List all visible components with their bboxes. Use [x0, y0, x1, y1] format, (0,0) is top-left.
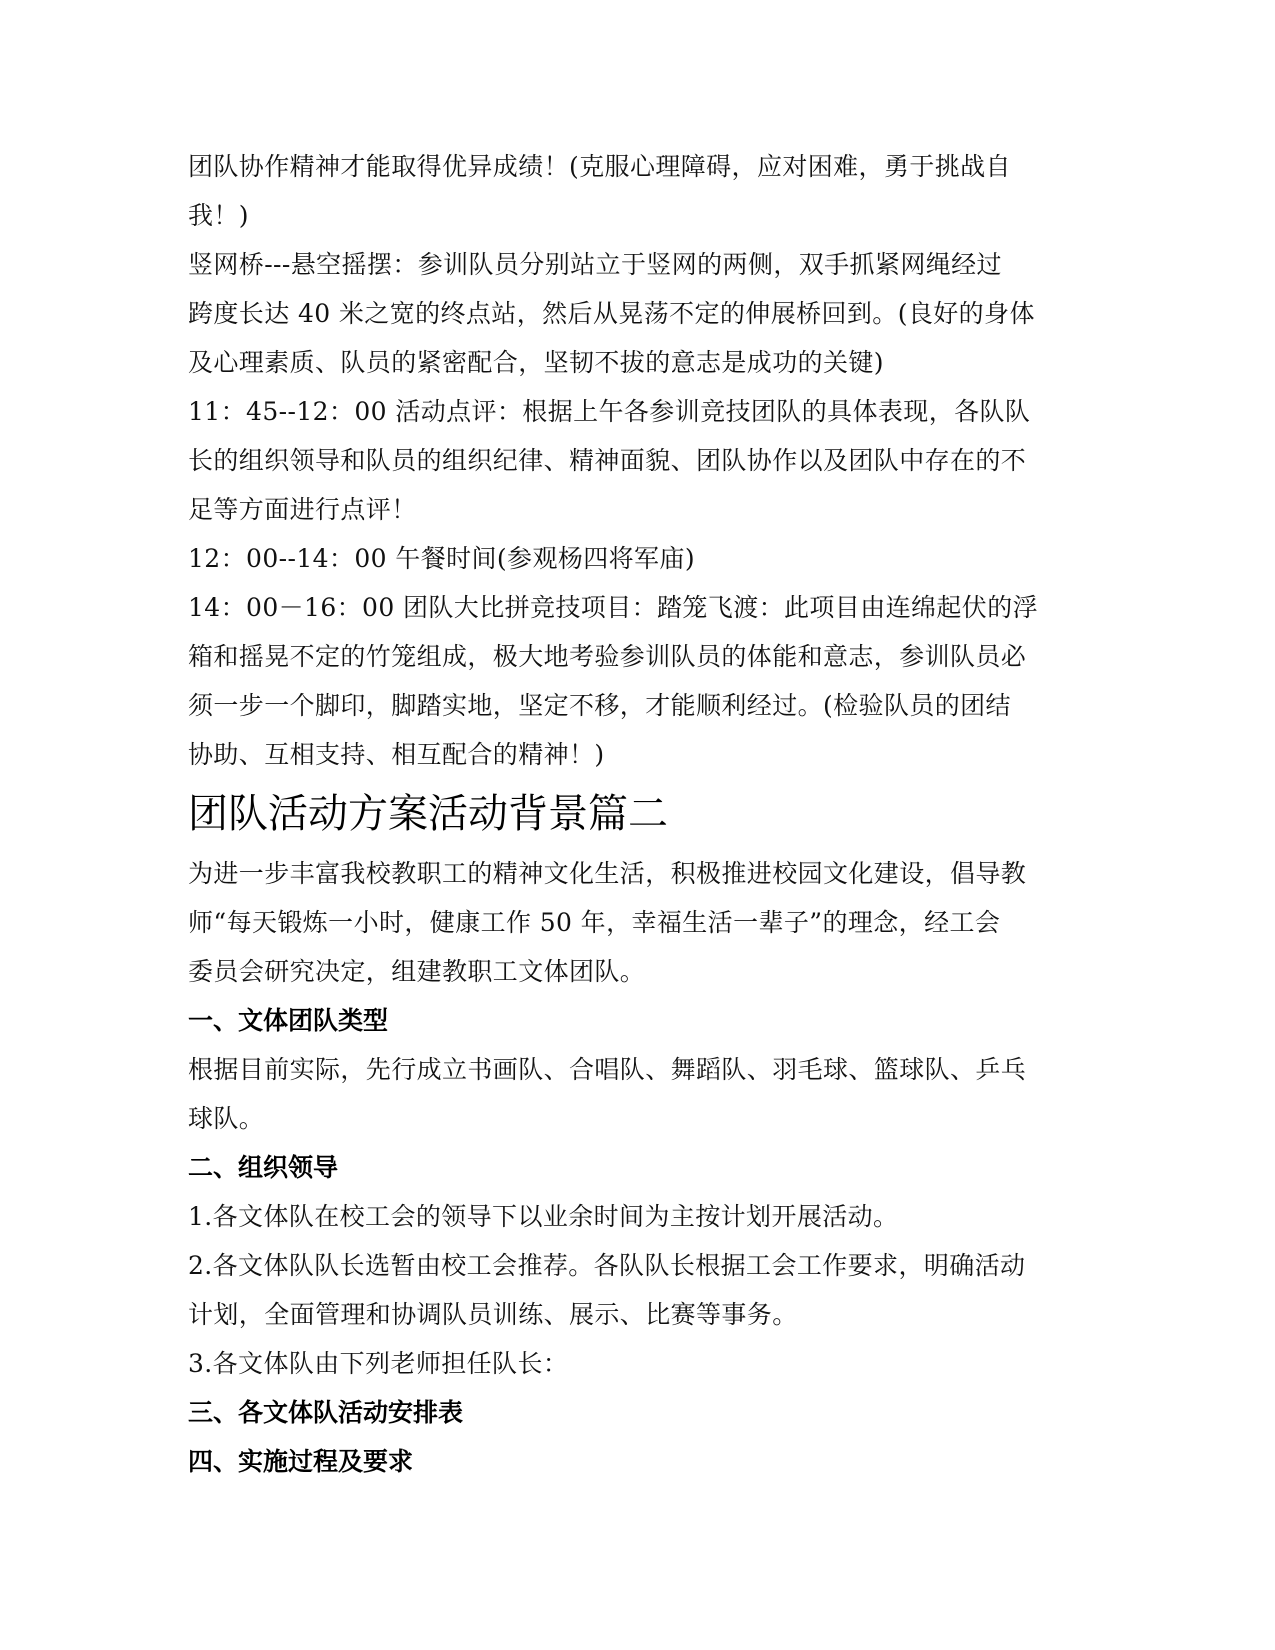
paragraph-line: 根据目前实际，先行成立书画队、合唱队、舞蹈队、羽毛球、篮球队、乒乓	[188, 1055, 1027, 1084]
subheading-schedule: 三、各文体队活动安排表	[188, 1398, 464, 1427]
paragraph-line: 团队协作精神才能取得优异成绩！(克服心理障碍，应对困难，勇于挑战自	[188, 152, 1011, 181]
paragraph-line: 箱和摇晃不定的竹笼组成，极大地考验参训队员的体能和意志，参训队员必	[188, 642, 1027, 671]
section-title: 团队活动方案活动背景篇二	[188, 791, 668, 837]
paragraph-line: 长的组织领导和队员的组织纪律、精神面貌、团队协作以及团队中存在的不	[188, 446, 1027, 475]
list-item: 2.各文体队队长选暂由校工会推荐。各队队长根据工会工作要求，明确活动	[188, 1251, 1026, 1280]
subheading-organization: 二、组织领导	[188, 1153, 339, 1182]
paragraph-line: 为进一步丰富我校教职工的精神文化生活，积极推进校园文化建设，倡导教	[188, 859, 1027, 888]
paragraph-line: 协助、互相支持、相互配合的精神！)	[188, 740, 605, 769]
paragraph-line: 我！)	[188, 201, 249, 230]
paragraph-line: 及心理素质、队员的紧密配合，坚韧不拔的意志是成功的关键)	[188, 348, 884, 377]
paragraph-line: 11：45--12：00 活动点评：根据上午各参训竞技团队的具体表现，各队队	[188, 397, 1031, 426]
paragraph-line: 足等方面进行点评！	[188, 495, 417, 524]
document-page	[188, 142, 1088, 1486]
list-item: 1.各文体队在校工会的领导下以业余时间为主按计划开展活动。	[188, 1202, 899, 1231]
paragraph-line: 师“每天锻炼一小时，健康工作 50 年，幸福生活一辈子”的理念，经工会	[188, 908, 1001, 937]
subheading-team-types: 一、文体团队类型	[188, 1006, 389, 1035]
paragraph-line: 12：00--14：00 午餐时间(参观杨四将军庙)	[188, 544, 695, 573]
paragraph-line: 14：00－16：00 团队大比拼竞技项目：踏笼飞渡：此项目由连绵起伏的浮	[188, 593, 1038, 622]
paragraph-line: 须一步一个脚印，脚踏实地，坚定不移，才能顺利经过。(检验队员的团结	[188, 691, 1011, 720]
list-item: 3.各文体队由下列老师担任队长：	[188, 1349, 569, 1378]
paragraph-line: 委员会研究决定，组建教职工文体团队。	[188, 957, 646, 986]
paragraph-line: 竖网桥---悬空摇摆：参训队员分别站立于竖网的两侧，双手抓紧网绳经过	[188, 250, 1002, 279]
paragraph-line: 跨度长达 40 米之宽的终点站，然后从晃荡不定的伸展桥回到。(良好的身体	[188, 299, 1035, 328]
list-item: 计划，全面管理和协调队员训练、展示、比赛等事务。	[188, 1300, 798, 1329]
subheading-implementation: 四、实施过程及要求	[188, 1447, 414, 1476]
paragraph-line: 球队。	[188, 1104, 265, 1133]
